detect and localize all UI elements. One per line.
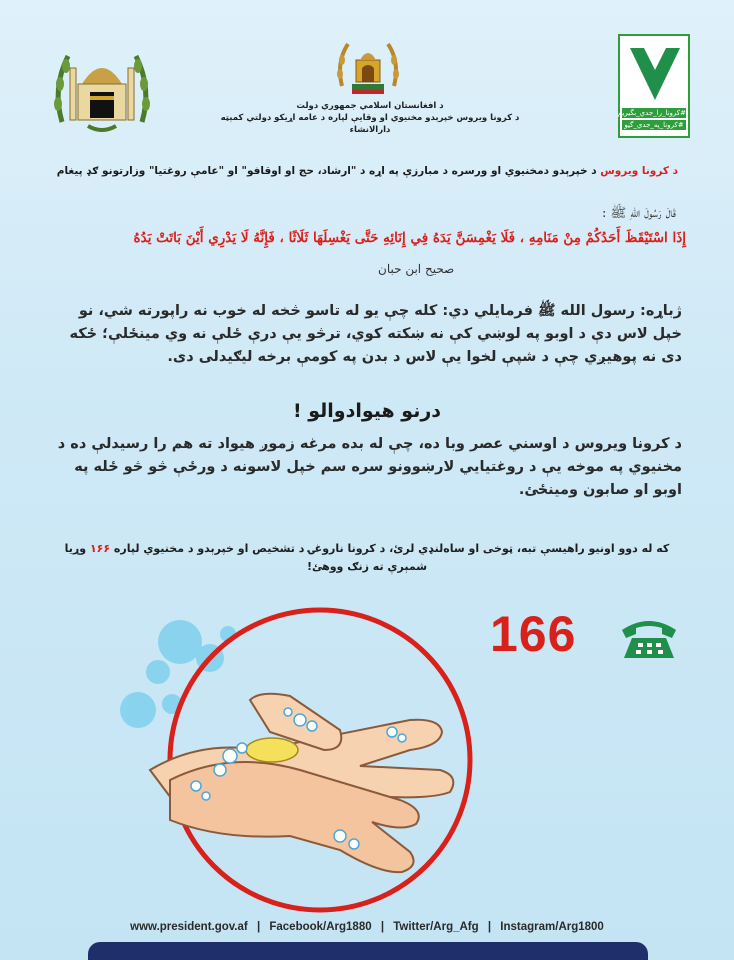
hadith-intro: قَالَ رَسُولَ اللهِ ﷺ :: [602, 206, 676, 221]
message-title-rest: د خپرېدو دمخنیوي او ورسره د مبارزې په اړه د "ارشاد، حج او اوقافو" او "عامې روغتیا" وزارتونو ګډ پیغام: [56, 165, 601, 177]
call-text-after: وړیا شمېرې ته زنګ ووهئ!: [64, 542, 428, 573]
campaign-logo: [618, 34, 690, 138]
footer-separator: |: [487, 921, 492, 933]
campaign-hashtag-2: #کرونا_په_جدي_گڼو: [622, 120, 686, 130]
message-title-highlight: د کرونا ویروس: [600, 165, 678, 177]
hadith-source: [378, 262, 678, 276]
government-title: [220, 100, 520, 136]
facebook-link[interactable]: Facebook/Arg1880: [269, 921, 372, 933]
telephone-icon: [618, 616, 680, 662]
hand-washing-illustration: [110, 600, 490, 920]
gov-line-3: دارالانشاء: [349, 125, 391, 135]
footer-separator: |: [380, 921, 385, 933]
hadith-arabic: إِذَا اسْتَيْقَظَ أَحَدُكُمْ مِنْ مَنَامِهِ ، فَلَا يَغْمِسَنَّ يَدَهُ فِي إِنَائِهِ حَتَّى يَغْسِلَهَا ثَلَاثًا ، فَإِنَّهُ لَا يَدْرِي أَيْنَ بَاتَتْ يَدُهُ: [133, 230, 686, 246]
chevron-down-icon: [628, 44, 682, 104]
bottom-bar: [88, 942, 648, 960]
hotline-number: 166: [490, 606, 577, 662]
call-number-inline: ۱۶۶: [89, 542, 111, 555]
instagram-link[interactable]: Instagram/Arg1800: [500, 921, 604, 933]
message-title: [38, 165, 678, 177]
ministry-emblem-icon: [48, 34, 156, 142]
gov-line-1: د افغانستان اسلامي جمهوري دولت: [296, 101, 444, 111]
call-text-before: که له دوو اونیو راهیسې تبه، ټوخی او ساه‌لنډي لرئ، د کرونا ناروغۍ د تشخیص او خپرېدو د مخنیوي لپاره: [110, 542, 670, 555]
campaign-hashtag-1: #کرونا_را_جدي_بگیریم: [617, 109, 686, 117]
hadith-source-text: صحيح ابن حبان: [378, 262, 455, 276]
footer-separator: |: [256, 921, 261, 933]
call-instruction: [50, 540, 684, 576]
twitter-link[interactable]: Twitter/Arg_Afg: [393, 921, 479, 933]
gov-line-2: د کرونا ویروس خپرېدو مخنیوي او وقایې لپاره د عامه اړیکو دولتي کمېټه: [220, 113, 520, 123]
website-link[interactable]: www.president.gov.af: [130, 921, 248, 933]
national-emblem-icon: [334, 34, 402, 98]
dear-countrymen-title: درنو هیوادوالو !: [292, 400, 442, 422]
footer-links: [0, 921, 734, 933]
body-text: د کرونا ویروس د اوسني عصر وبا ده، چې له بده مرغه زموږ هیواد ته هم را رسیدلې ده د مخنیوي په موخه یې د روغتیايي لارښوونو سره سم خپل لاسونه د ورځې څو څو ځله په اوبو او صابون ومینځئ.: [57, 436, 682, 498]
hadith-translation: ژباړه: رسول الله ﷺ فرمایلي دي: کله چې یو له تاسو څخه له خوب نه راپورته شي، نو خپل لاس دې د اوبو په لوښي کې نه ښکته کوي، ترڅو یې درې ځلې نه وي مینځلې؛ ځکه دی نه پوهیږي چې د شپې لخوا یې لاس د بدن په کومې برخه لیګیدلی دی.: [69, 303, 682, 365]
header: [0, 0, 734, 150]
